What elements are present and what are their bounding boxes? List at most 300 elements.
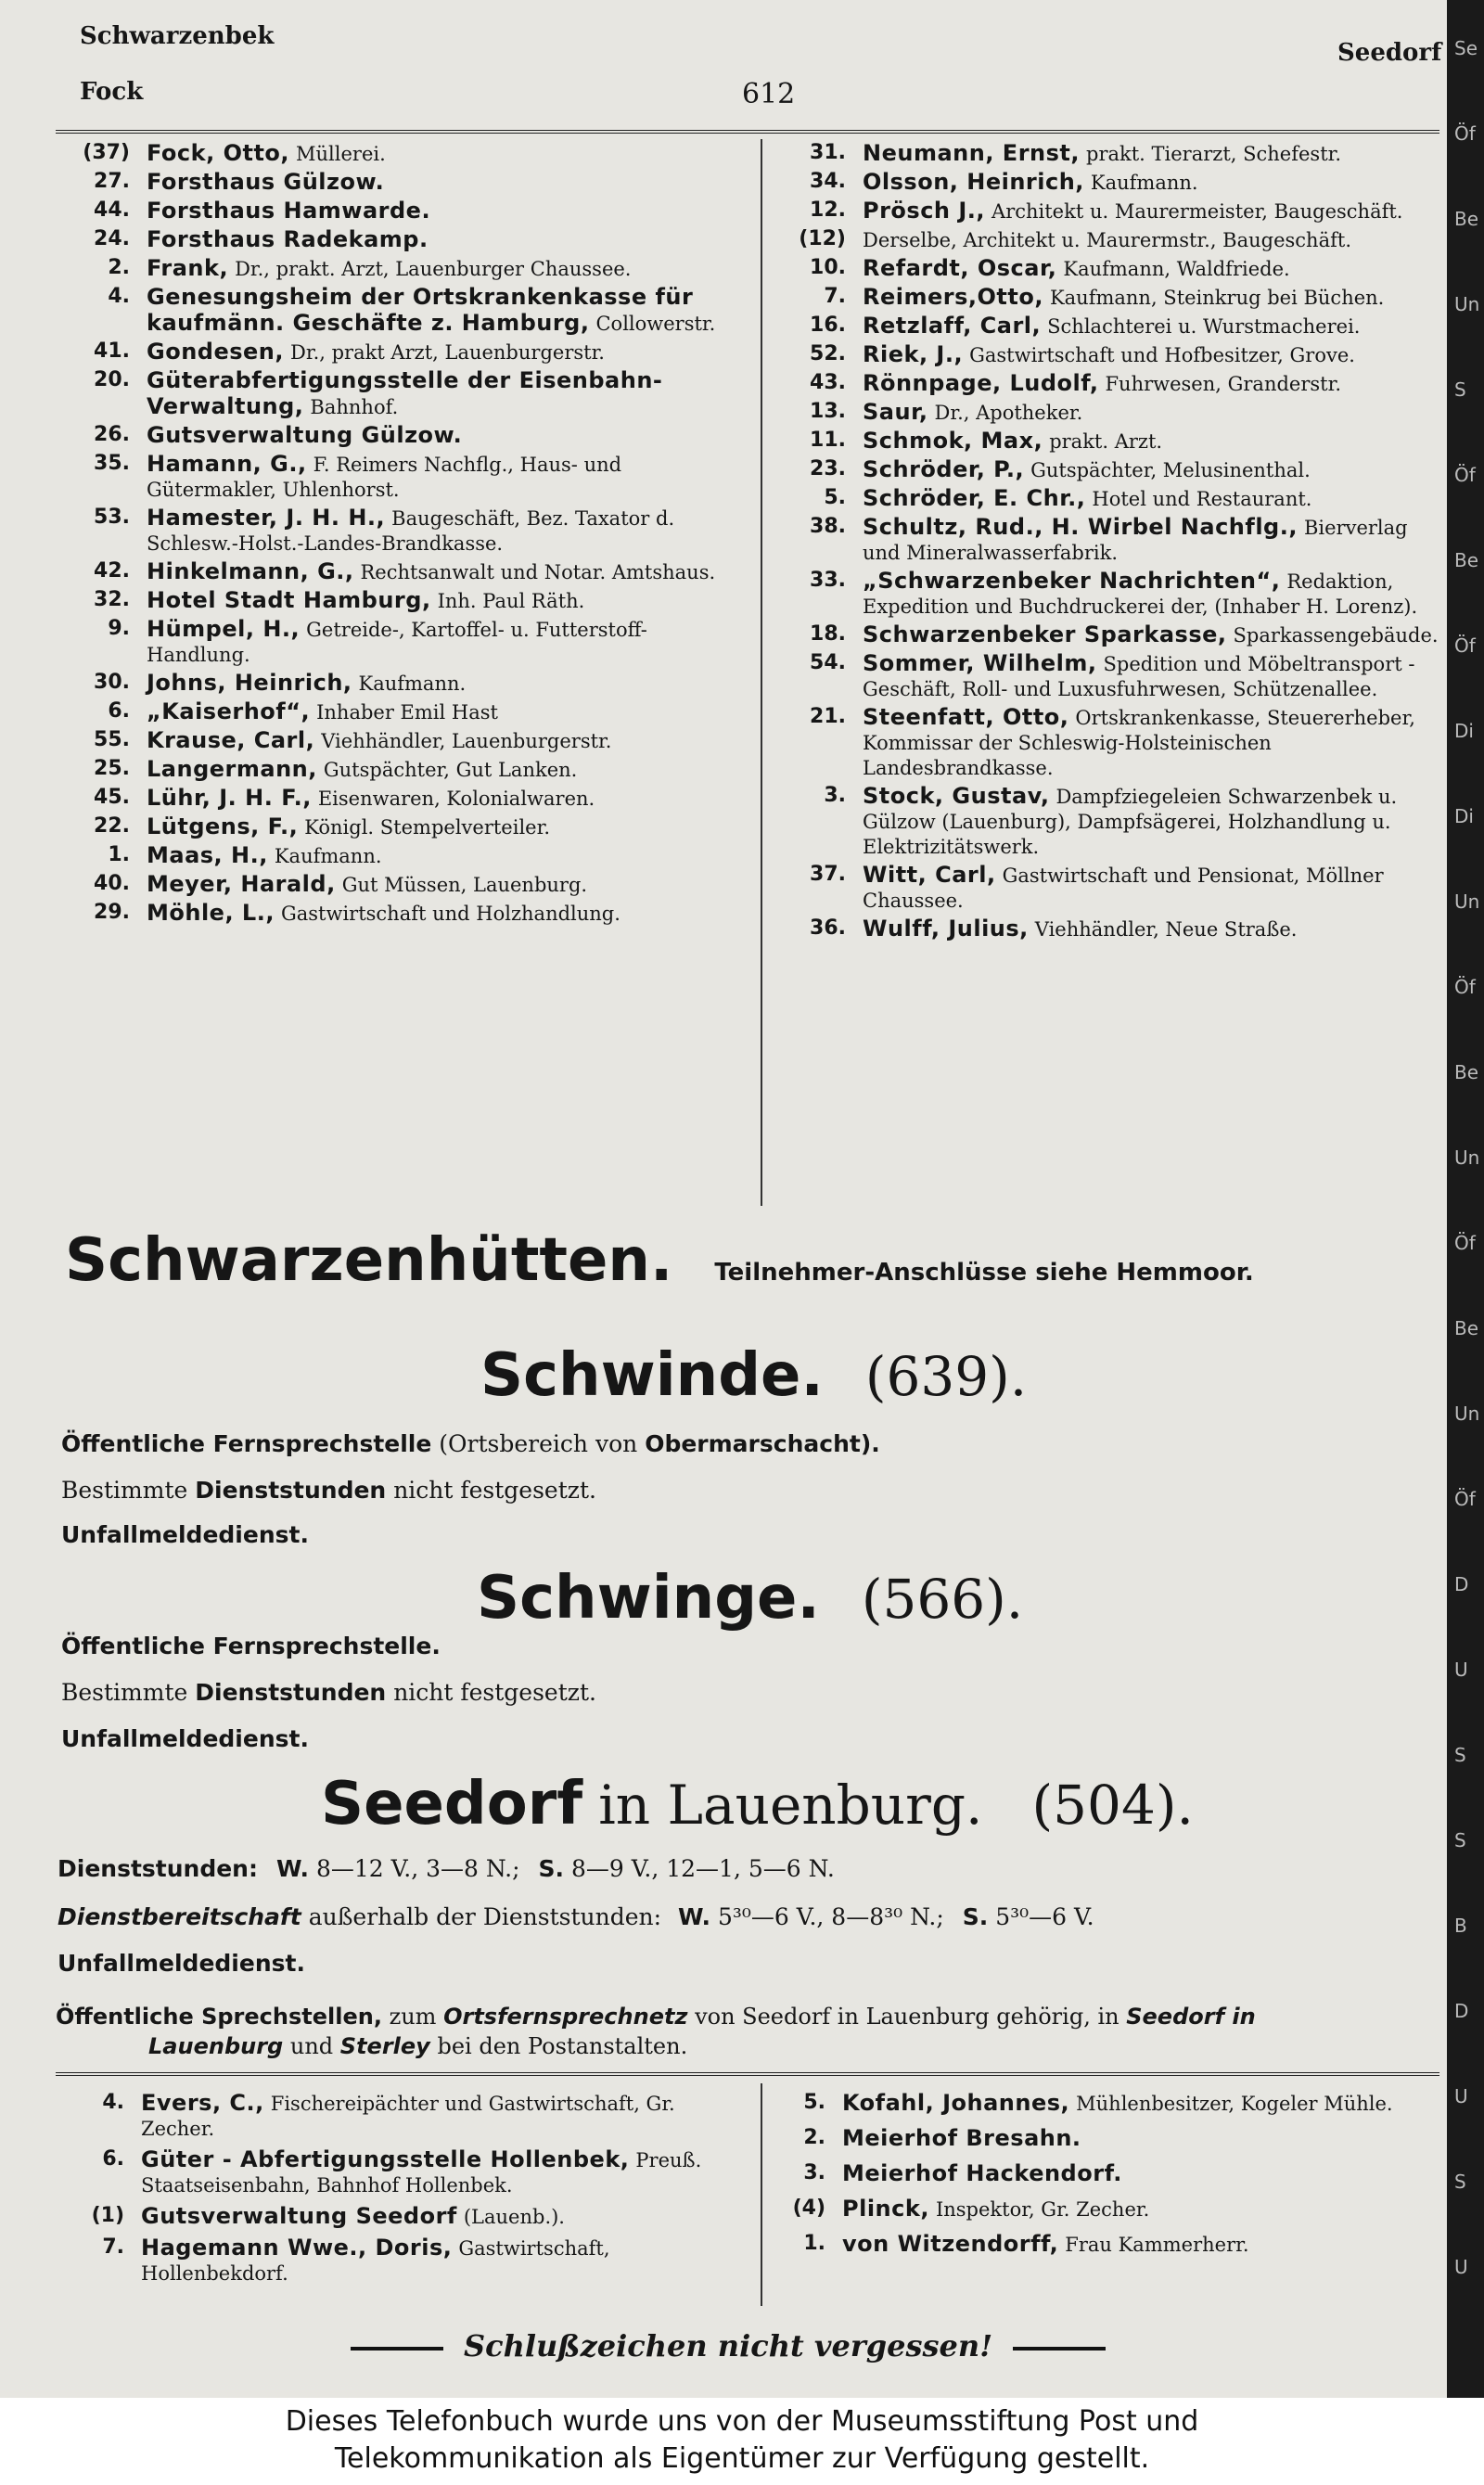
entry-text xyxy=(863,342,1439,368)
entry-number: 44. xyxy=(94,199,130,222)
entry-number: 5. xyxy=(803,2091,825,2114)
place-name: Schwinge. xyxy=(477,1564,820,1633)
edge-letter: Be xyxy=(1454,1317,1479,1339)
entry-name: Schmok, Max, xyxy=(863,428,1043,454)
entry-text xyxy=(863,227,1439,253)
entry-description: Ortskrankenkasse, Steuererheber, Kommissar der Schleswig-Holsteinischen Landesbrandkasse. xyxy=(863,707,1415,779)
place-name: Schwinde. xyxy=(480,1341,824,1410)
entry-number: 1. xyxy=(108,843,130,866)
edge-letter: Be xyxy=(1454,1061,1479,1083)
list-item xyxy=(772,457,1439,483)
entry-text xyxy=(141,2235,746,2286)
edge-letter: S xyxy=(1454,1829,1466,1851)
entry-number: 16. xyxy=(810,314,846,337)
entry-name: Güter - Abfertigungsstelle Hollenbek, xyxy=(141,2146,630,2172)
entry-text xyxy=(141,2147,746,2198)
list-item xyxy=(751,2197,1438,2222)
entry-name: Meyer, Harald, xyxy=(147,871,336,897)
entry-text xyxy=(147,285,747,337)
list-item xyxy=(772,141,1439,167)
entry-number: 40. xyxy=(94,872,130,895)
entry-description: Viehhändler, Neue Straße. xyxy=(1034,918,1298,941)
entry-name: Steenfatt, Otto, xyxy=(863,704,1069,730)
entry-name: Stock, Gustav, xyxy=(863,783,1050,809)
entry-number: 9. xyxy=(108,617,130,640)
entry-text xyxy=(147,728,747,754)
list-item xyxy=(751,2091,1438,2117)
schwinge-line-1 xyxy=(61,1633,441,1659)
dienstbereitschaft: Dienstbereitschaft xyxy=(58,1903,301,1930)
bestimmte: Bestimmte xyxy=(61,1477,188,1504)
ausserhalb-text: außerhalb der Dienststunden: xyxy=(308,1903,662,1930)
entry-description: Kaufmann. xyxy=(274,845,382,867)
entry-description: Schlachterei u. Wurstmacherei. xyxy=(1047,315,1361,338)
entry-description: Collowerstr. xyxy=(595,313,716,335)
list-item xyxy=(772,486,1439,512)
list-item xyxy=(772,622,1439,648)
weekday-hours: 8—12 V., 3—8 N.; xyxy=(315,1855,520,1882)
edge-letter: Öf xyxy=(1454,1232,1476,1254)
entry-number: 2. xyxy=(108,256,130,279)
entry-number: 29. xyxy=(94,901,130,924)
entry-number: 11. xyxy=(810,429,846,452)
entry-name: Krause, Carl, xyxy=(147,727,315,753)
entry-text xyxy=(147,170,747,196)
entry-description: Getreide-, Kartoffel- u. Futterstoff-Handlung. xyxy=(147,619,647,666)
entry-number: 30. xyxy=(94,671,130,694)
entry-text xyxy=(863,486,1439,512)
place-name: Schwarzenhütten. xyxy=(65,1226,673,1295)
zum: zum xyxy=(389,2004,437,2030)
sterley: Sterley xyxy=(339,2033,430,2059)
entry-description: Inhaber Emil Hast xyxy=(316,701,498,724)
list-item xyxy=(56,423,747,449)
list-item xyxy=(56,843,747,869)
entry-name: Gutsverwaltung Seedorf xyxy=(141,2203,457,2229)
entry-text xyxy=(863,622,1439,648)
edge-letter: Öf xyxy=(1454,1488,1476,1510)
list-item xyxy=(56,368,747,420)
footer-credit xyxy=(0,2398,1484,2485)
entry-number: 53. xyxy=(94,506,130,529)
entry-name: Saur, xyxy=(863,399,928,425)
edge-letter: U xyxy=(1454,2085,1468,2107)
seedorf-line-2 xyxy=(58,1903,1094,1930)
entry-text xyxy=(147,506,747,557)
entry-name: Hamann, G., xyxy=(147,451,307,477)
list-item xyxy=(751,2161,1438,2187)
entry-text xyxy=(147,814,747,840)
edge-letter: Öf xyxy=(1454,634,1476,657)
entry-number: 20. xyxy=(94,368,130,391)
entry-number: 25. xyxy=(94,757,130,780)
entry-text xyxy=(147,227,747,253)
edge-letter: Un xyxy=(1454,293,1480,315)
entry-text xyxy=(863,170,1439,196)
entry-description: prakt. Tierarzt, Schefestr. xyxy=(1086,143,1342,165)
weekday-hours: 5³⁰—6 V., 8—8³⁰ N.; xyxy=(717,1903,944,1930)
edge-letter: Un xyxy=(1454,890,1480,913)
list-item xyxy=(56,699,747,725)
entry-name: Olsson, Heinrich, xyxy=(863,169,1084,195)
entry-number: 31. xyxy=(810,141,846,164)
list-item xyxy=(772,199,1439,224)
entry-description: prakt. Arzt. xyxy=(1049,430,1163,453)
nicht-festgesetzt: nicht festgesetzt. xyxy=(393,1679,596,1706)
place-code: (566). xyxy=(861,1568,1024,1631)
sunday-label: S. xyxy=(538,1855,564,1882)
entry-description: Gastwirtschaft und Hofbesitzer, Grove. xyxy=(969,344,1355,366)
header-right: Seedorf xyxy=(1337,39,1442,67)
entry-text xyxy=(147,786,747,812)
sunday-hours: 5³⁰—6 V. xyxy=(995,1903,1094,1930)
entry-description: Fischereipächter und Gastwirtschaft, Gr. Zecher. xyxy=(141,2093,675,2140)
closing-text: Schlußzeichen nicht vergessen! xyxy=(464,2328,993,2363)
list-item xyxy=(772,651,1439,702)
edge-letter: Un xyxy=(1454,1146,1480,1169)
entry-text xyxy=(863,429,1439,455)
entry-name: Riek, J., xyxy=(863,341,964,367)
entry-text xyxy=(863,256,1439,282)
entry-description: (Lauenb.). xyxy=(463,2206,565,2228)
entry-name: Hotel Stadt Hamburg, xyxy=(147,587,431,613)
entry-number: 43. xyxy=(810,371,846,394)
entry-text xyxy=(141,2204,746,2230)
list-item xyxy=(56,901,747,927)
entry-description: Fuhrwesen, Granderstr. xyxy=(1105,373,1342,395)
list-item xyxy=(56,170,747,196)
entry-name: Schwarzenbeker Sparkasse, xyxy=(863,621,1227,647)
entry-text xyxy=(147,452,747,503)
entry-text xyxy=(863,285,1439,311)
edge-letter: Be xyxy=(1454,549,1479,571)
header-rule xyxy=(56,130,1439,134)
entry-text xyxy=(147,671,747,697)
unfallmeldedienst: Unfallmeldedienst. xyxy=(58,1950,305,1977)
closing-reminder xyxy=(330,2328,1126,2363)
entry-name: Evers, C., xyxy=(141,2090,264,2116)
entry-description: Mühlenbesitzer, Kogeler Mühle. xyxy=(1076,2093,1393,2115)
entry-name: Hagemann Wwe., Doris, xyxy=(141,2235,453,2261)
entry-name: Witt, Carl, xyxy=(863,862,996,888)
entry-name: „Kaiserhof“, xyxy=(147,698,311,724)
entry-description: Hotel und Restaurant. xyxy=(1092,488,1312,510)
entry-number: 22. xyxy=(94,814,130,838)
edge-letter: Öf xyxy=(1454,122,1476,145)
edge-letter: D xyxy=(1454,2000,1469,2022)
entry-text xyxy=(863,569,1439,620)
list-item xyxy=(772,705,1439,781)
weekday-label: W. xyxy=(275,1855,309,1882)
entry-name: Sommer, Wilhelm, xyxy=(863,650,1097,676)
schwinde-line-2 xyxy=(61,1477,596,1504)
list-item xyxy=(772,863,1439,914)
seedorf-in: Seedorf in xyxy=(1126,2004,1256,2030)
list-item xyxy=(56,671,747,697)
entry-text xyxy=(863,705,1439,781)
list-item xyxy=(772,916,1439,942)
postanstalten: bei den Postanstalten. xyxy=(437,2033,688,2059)
entry-number: 26. xyxy=(94,423,130,446)
entry-number: 42. xyxy=(94,559,130,583)
schwinge-line-3 xyxy=(61,1725,309,1752)
entry-text xyxy=(863,916,1439,942)
entry-number: 7. xyxy=(102,2235,124,2259)
seedorf-line-5 xyxy=(148,2033,687,2059)
entry-text xyxy=(147,872,747,898)
entry-description: Viehhändler, Lauenburgerstr. xyxy=(321,730,612,752)
entry-number: 1. xyxy=(803,2232,825,2255)
dash-right xyxy=(1013,2347,1106,2351)
entry-number: 37. xyxy=(810,863,846,886)
entry-name: Maas, H., xyxy=(147,842,268,868)
entry-number: 3. xyxy=(803,2161,825,2184)
fernsprechstelle: Öffentliche Fernsprechstelle. xyxy=(61,1633,441,1659)
list-item xyxy=(772,227,1439,253)
entry-text xyxy=(147,617,747,668)
header-left-top: Schwarzenbek xyxy=(80,22,275,50)
entry-number: 13. xyxy=(810,400,846,423)
dienststunden: Dienststunden: xyxy=(58,1855,258,1882)
edge-letter: U xyxy=(1454,2256,1468,2278)
entry-text xyxy=(141,2091,746,2142)
entry-description: Frau Kammerherr. xyxy=(1065,2234,1249,2256)
entry-name: Hamester, J. H. H., xyxy=(147,505,386,531)
entry-number: 12. xyxy=(810,199,846,222)
unfallmeldedienst: Unfallmeldedienst. xyxy=(61,1725,309,1752)
entry-name: von Witzendorff, xyxy=(842,2231,1059,2257)
footer-line-2: Telekommunikation als Eigentümer zur Verfügung gestellt. xyxy=(334,2442,1150,2475)
list-item xyxy=(50,2147,746,2198)
entry-text xyxy=(842,2161,1438,2187)
entry-description: Bahnhof. xyxy=(310,396,399,418)
entry-text xyxy=(147,141,747,167)
edge-letter: Se xyxy=(1454,37,1478,59)
nicht-festgesetzt: nicht festgesetzt. xyxy=(393,1477,596,1504)
entry-name: Schultz, Rud., H. Wirbel Nachflg., xyxy=(863,514,1298,540)
entry-text xyxy=(863,651,1439,702)
entry-description: Gastwirtschaft und Holzhandlung. xyxy=(280,903,620,925)
list-item xyxy=(56,728,747,754)
entry-name: Wulff, Julius, xyxy=(863,916,1029,941)
footer-line-1: Dieses Telefonbuch wurde uns von der Museumsstiftung Post und xyxy=(285,2405,1199,2438)
entry-text xyxy=(842,2091,1438,2117)
entry-number: 6. xyxy=(102,2147,124,2171)
seedorf-rule xyxy=(56,2072,1439,2076)
ortsfernsprechnetz: Ortsfernsprechnetz xyxy=(443,2004,688,2030)
entry-number: 54. xyxy=(810,651,846,674)
list-item xyxy=(56,339,747,365)
entry-description: Gutspächter, Melusinenthal. xyxy=(1030,459,1311,481)
entry-text xyxy=(147,559,747,585)
entry-description: Müllerei. xyxy=(296,143,386,165)
und: und xyxy=(289,2033,334,2059)
entry-number: 7. xyxy=(824,285,846,308)
entry-text xyxy=(147,588,747,614)
entry-name: Retzlaff, Carl, xyxy=(863,313,1042,339)
place-schwinde-title xyxy=(480,1341,1027,1410)
entry-description: Kaufmann, Steinkrug bei Büchen. xyxy=(1049,287,1385,309)
entry-text xyxy=(147,256,747,282)
sprechstellen: Öffentliche Sprechstellen, xyxy=(56,2004,382,2030)
sunday-label: S. xyxy=(962,1903,989,1930)
list-item xyxy=(772,515,1439,566)
list-item xyxy=(50,2204,746,2230)
list-item xyxy=(56,814,747,840)
ortsbereich-place: Obermarschacht). xyxy=(645,1430,880,1457)
entry-text xyxy=(863,371,1439,397)
entry-text xyxy=(147,757,747,783)
entry-number: 23. xyxy=(810,457,846,480)
entry-description: Dr., Apotheker. xyxy=(934,402,1083,424)
entry-text xyxy=(147,339,747,365)
entry-description: Kaufmann, Waldfriede. xyxy=(1063,258,1290,280)
entry-description: Gastwirtschaft, Hollenbekdorf. xyxy=(141,2237,610,2285)
list-item xyxy=(772,400,1439,426)
adjacent-page-edge xyxy=(1447,0,1484,2398)
entry-description: F. Reimers Nachflg., Haus- und Gütermakler, Uhlenhorst. xyxy=(147,454,622,501)
entry-description: Bierverlag und Mineralwasserfabrik. xyxy=(863,517,1408,564)
entry-text xyxy=(147,699,747,725)
entry-number: 36. xyxy=(810,916,846,940)
list-item xyxy=(56,588,747,614)
entry-text xyxy=(863,199,1439,224)
entry-name: Refardt, Oscar, xyxy=(863,255,1057,281)
place-schwarzenhuetten xyxy=(65,1226,1254,1295)
entry-description: Gutspächter, Gut Lanken. xyxy=(323,759,578,781)
ortsbereich-text: (Ortsbereich von xyxy=(439,1430,638,1457)
entry-number: 6. xyxy=(108,699,130,723)
entry-name: Langermann, xyxy=(147,756,317,782)
right-column xyxy=(772,141,1439,945)
list-item xyxy=(772,342,1439,368)
entry-name: Frank, xyxy=(147,255,229,281)
entry-name: Plinck, xyxy=(842,2196,929,2222)
list-item xyxy=(56,227,747,253)
entry-name: Forsthaus Radekamp. xyxy=(147,226,429,252)
gehoerig-text: von Seedorf in Lauenburg gehörig, in xyxy=(695,2004,1119,2030)
entry-number: 33. xyxy=(810,569,846,592)
edge-letter: Di xyxy=(1454,805,1474,827)
entry-name: Meierhof Hackendorf. xyxy=(842,2160,1122,2186)
edge-letter: S xyxy=(1454,378,1466,401)
list-item xyxy=(751,2232,1438,2258)
list-item xyxy=(50,2091,746,2142)
edge-letter: S xyxy=(1454,1744,1466,1766)
entry-number: 52. xyxy=(810,342,846,365)
entry-name: Johns, Heinrich, xyxy=(147,670,352,696)
entry-name: Schröder, E. Chr., xyxy=(863,485,1086,511)
entry-name: Forsthaus Hamwarde. xyxy=(147,198,431,224)
entry-description: Sparkassengebäude. xyxy=(1233,624,1439,647)
list-item xyxy=(772,170,1439,196)
entry-name: Kofahl, Johannes, xyxy=(842,2090,1070,2116)
entry-text xyxy=(863,400,1439,426)
list-item xyxy=(56,786,747,812)
entry-number: 24. xyxy=(94,227,130,250)
entry-number: 32. xyxy=(94,588,130,611)
edge-letter: Un xyxy=(1454,1403,1480,1425)
entry-number: 2. xyxy=(803,2126,825,2149)
place-code: (504). xyxy=(1031,1774,1194,1837)
edge-letter: B xyxy=(1454,1915,1467,1937)
entry-text xyxy=(147,199,747,224)
entry-description: Preuß. Staatseisenbahn, Bahnhof Hollenbek. xyxy=(141,2149,702,2197)
entry-number: 38. xyxy=(810,515,846,538)
entry-name: Genesungsheim der Ortskrankenkasse für kaufmänn. Geschäfte z. Hamburg, xyxy=(147,284,694,336)
edge-letter: Di xyxy=(1454,720,1474,742)
list-item xyxy=(56,872,747,898)
list-item xyxy=(56,452,747,503)
seedorf-line-1 xyxy=(58,1855,835,1882)
entry-number: 10. xyxy=(810,256,846,279)
entry-description: Derselbe, Architekt u. Maurermstr., Baugeschäft. xyxy=(863,229,1351,251)
entry-name: Meierhof Bresahn. xyxy=(842,2125,1081,2151)
edge-letter: Öf xyxy=(1454,976,1476,998)
list-item xyxy=(56,285,747,337)
list-item xyxy=(772,784,1439,860)
edge-letter: S xyxy=(1454,2171,1466,2193)
schwinde-line-3 xyxy=(61,1521,309,1548)
header-left-bottom: Fock xyxy=(80,78,144,106)
entry-description: Spedition und Möbeltransport - Geschäft, Roll- und Luxusfuhrwesen, Schützenallee. xyxy=(863,653,1415,700)
edge-letter: Be xyxy=(1454,208,1479,230)
entry-text xyxy=(863,784,1439,860)
place-name-rest: in Lauenburg. xyxy=(598,1774,983,1837)
entry-name: Forsthaus Gülzow. xyxy=(147,169,385,195)
list-item xyxy=(56,256,747,282)
entry-number: 5. xyxy=(824,486,846,509)
entry-name: Fock, Otto, xyxy=(147,140,290,166)
place-code: (639). xyxy=(864,1345,1028,1408)
entry-description: Dr., prakt Arzt, Lauenburgerstr. xyxy=(290,341,605,364)
list-item xyxy=(751,2126,1438,2152)
page-number: 612 xyxy=(742,78,796,110)
entry-number: 35. xyxy=(94,452,130,475)
entry-number: 34. xyxy=(810,170,846,193)
entry-text xyxy=(842,2232,1438,2258)
entry-number: 45. xyxy=(94,786,130,809)
bestimmte: Bestimmte xyxy=(61,1679,188,1706)
seedorf-line-3 xyxy=(58,1950,305,1977)
entry-description: Eisenwaren, Kolonialwaren. xyxy=(317,788,595,810)
entry-description: Gastwirtschaft und Pensionat, Möllner Chaussee. xyxy=(863,865,1384,912)
entry-text xyxy=(842,2197,1438,2222)
seedorf-left-column xyxy=(50,2091,746,2292)
entry-description: Dampfziegeleien Schwarzenbek u. Gülzow (Lauenburg), Dampfsägerei, Holzhandlung u. Elektrizitätswerk. xyxy=(863,786,1398,858)
dienststunden: Dienststunden xyxy=(195,1477,387,1504)
sunday-hours: 8—9 V., 12—1, 5—6 N. xyxy=(570,1855,835,1882)
entry-number: 41. xyxy=(94,339,130,363)
place-seedorf-title xyxy=(321,1770,1194,1838)
entry-text xyxy=(147,423,747,449)
entry-name: Reimers,Otto, xyxy=(863,284,1043,310)
entry-name: Lühr, J. H. F., xyxy=(147,785,312,811)
entry-text xyxy=(147,901,747,927)
entry-text xyxy=(863,457,1439,483)
entry-number: 4. xyxy=(102,2091,124,2114)
entry-text xyxy=(863,314,1439,339)
entry-number: (12) xyxy=(799,227,846,250)
fernsprechstelle: Öffentliche Fernsprechstelle xyxy=(61,1430,432,1457)
list-item xyxy=(56,757,747,783)
entry-text xyxy=(147,368,747,420)
place-name: Seedorf xyxy=(321,1770,583,1838)
list-item xyxy=(56,617,747,668)
schwinde-line-1 xyxy=(61,1430,880,1457)
edge-letter: U xyxy=(1454,1659,1468,1681)
entry-description: Rechtsanwalt und Notar. Amtshaus. xyxy=(360,561,716,583)
